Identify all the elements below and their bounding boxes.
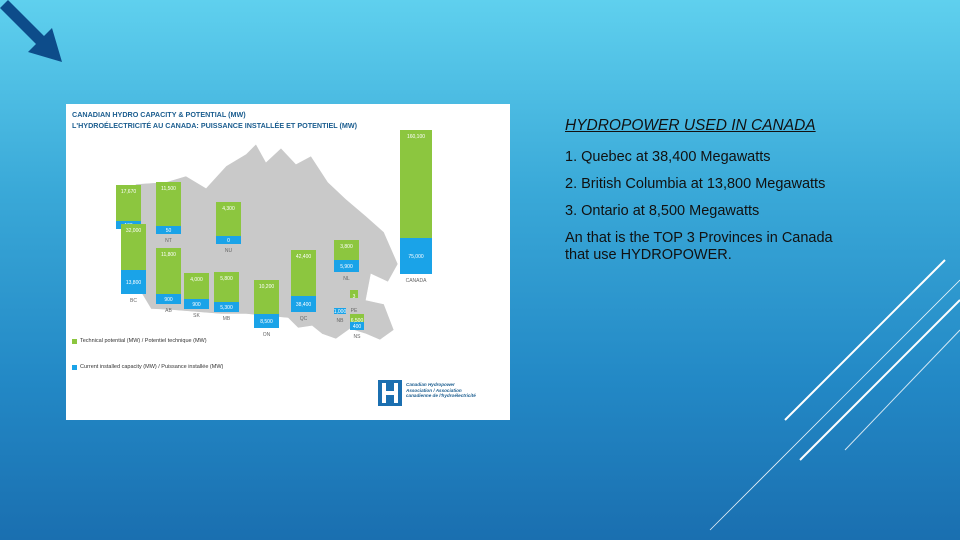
label-installed-ns: 400 — [352, 324, 362, 330]
category-label-ab: AB — [165, 308, 172, 314]
category-label-nl: NL — [343, 276, 350, 282]
category-label-qc: QC — [299, 316, 308, 322]
bar-potential-canada — [400, 130, 432, 238]
category-label-mb: MB — [222, 316, 231, 322]
label-installed-on: 8,500 — [260, 319, 273, 325]
slide-heading: HYDROPOWER USED IN CANADA — [565, 117, 816, 134]
organization-name: Canadian Hydropower Association / Association canadienne de l'hydroélectricité — [406, 382, 476, 398]
canada-hydro-map-image — [66, 104, 510, 420]
label-potential-ab: 11,800 — [161, 252, 176, 258]
category-label-pe: PE — [350, 308, 358, 314]
label-potential-canada: 160,100 — [406, 134, 426, 140]
decorative-lines — [700, 240, 960, 540]
label-installed-ab: 900 — [164, 297, 173, 303]
list-item-british-columbia: 2. British Columbia at 13,800 Megawatts — [565, 176, 826, 192]
category-label-nu: NU — [224, 248, 233, 254]
list-item-ontario: 3. Ontario at 8,500 Megawatts — [565, 203, 760, 219]
arrow-icon — [0, 0, 70, 70]
label-potential-nu: 4,300 — [222, 206, 235, 212]
legend-installed — [72, 364, 223, 371]
label-installed-qc: 38,400 — [295, 302, 312, 308]
label-installed-canada: 75,000 — [408, 254, 424, 260]
map-title-en: CANADIAN HYDRO CAPACITY & POTENTIAL (MW) — [72, 110, 246, 119]
category-label-nt: NT — [165, 238, 172, 244]
category-label-canada: CANADA — [405, 278, 427, 284]
legend-potential — [72, 338, 207, 345]
bar-potential-nl — [334, 240, 359, 260]
label-potential-nl: 3,800 — [340, 244, 353, 250]
label-potential-ns: 6,500 — [350, 318, 364, 324]
category-label-bc: BC — [130, 298, 137, 304]
label-installed-nt: 50 — [165, 228, 172, 234]
label-installed-nb: 1,000 — [333, 309, 347, 315]
legend-swatch-blue — [72, 365, 77, 370]
label-installed-mb: 5,300 — [220, 305, 233, 311]
category-label-nb: NB — [336, 318, 344, 324]
label-installed-nu: 0 — [227, 238, 230, 244]
list-item-quebec: 1. Quebec at 38,400 Megawatts — [565, 149, 771, 165]
label-potential-pe: 3 — [352, 294, 356, 300]
label-installed-sk: 900 — [192, 302, 201, 308]
label-potential-sk: 4,000 — [190, 277, 203, 283]
category-label-ns: NS — [353, 334, 361, 340]
summary-text: An that is the TOP 3 Provinces in Canada that use HYDROPOWER. — [565, 230, 833, 263]
category-label-sk: SK — [193, 313, 200, 319]
label-potential-qc: 42,400 — [295, 254, 312, 260]
label-installed-bc: 13,800 — [125, 280, 142, 286]
legend-installed-label: Current installed capacity (MW) / Puissance installée (MW) — [80, 364, 224, 370]
legend-swatch-green — [72, 339, 77, 344]
label-potential-yt: 17,670 — [120, 189, 137, 195]
label-potential-mb: 5,800 — [220, 276, 233, 282]
map-title-fr: L'HYDROÉLECTRICITÉ AU CANADA: PUISSANCE INSTALLÉE ET POTENTIEL (MW) — [72, 121, 358, 130]
hydro-capacity-chart — [66, 104, 510, 420]
legend-potential-label: Technical potential (MW) / Potentiel technique (MW) — [80, 338, 207, 344]
label-potential-nt: 11,500 — [161, 186, 176, 192]
label-potential-bc: 32,000 — [125, 228, 142, 234]
label-installed-nl: 5,900 — [340, 264, 353, 270]
slide-text-box — [565, 117, 835, 274]
category-label-on: ON — [262, 332, 271, 338]
label-potential-on: 10,200 — [258, 284, 275, 290]
cha-logo-icon — [378, 380, 402, 406]
